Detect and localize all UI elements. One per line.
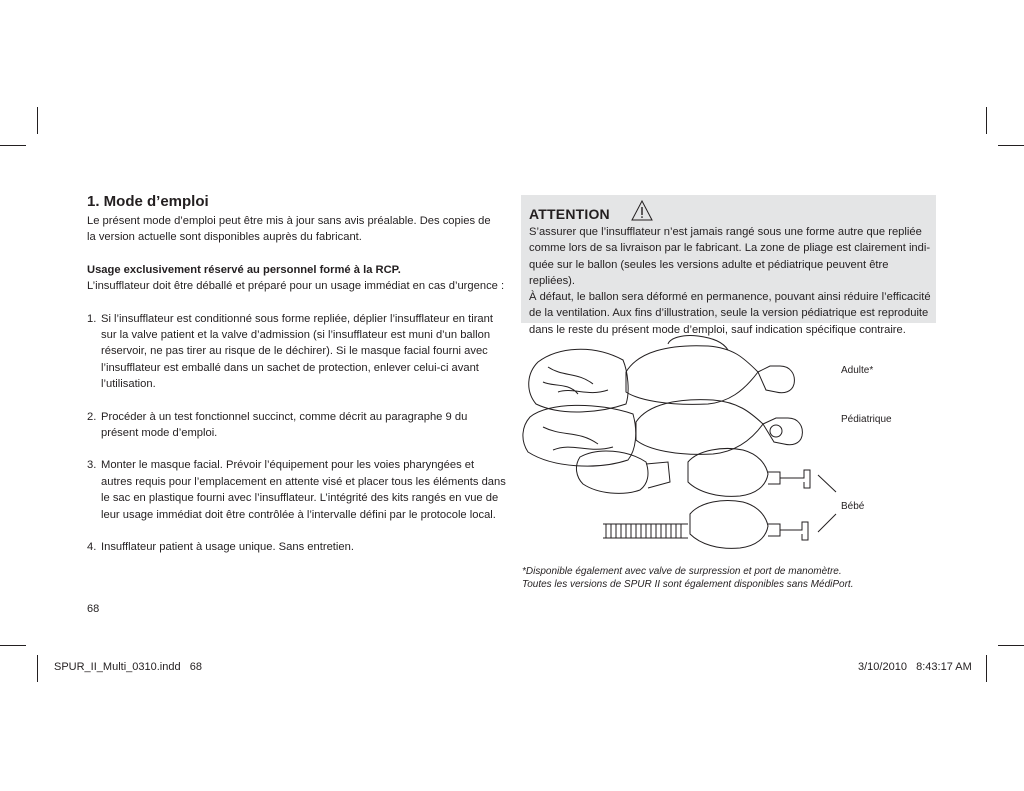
- crop-mark: [0, 145, 26, 146]
- intro-line: la version actuelle sont disponibles auprès du fabricant.: [87, 231, 362, 244]
- step-line: présent mode d’emploi.: [101, 427, 218, 440]
- crop-mark: [37, 655, 38, 682]
- baby-reservoir-bag: [576, 451, 648, 493]
- pediatric-bag: [636, 400, 763, 455]
- attention-title: ATTENTION: [529, 206, 610, 222]
- step-line: leur usage immédiat doit être contrôlée à l’intervalle défini par le protocole local.: [101, 508, 496, 521]
- caption-line: *Disponible également avec valve de surpression et port de manomètre.: [522, 566, 842, 577]
- usage-heading: Usage exclusivement réservé au personnel formé à la RCP.: [87, 263, 401, 276]
- step-number: 3.: [87, 459, 97, 472]
- caption-line: Toutes les versions de SPUR II sont également disponibles sans MédiPort.: [522, 579, 854, 590]
- crop-mark: [986, 107, 987, 134]
- step-line: l’insufflateur est emballé dans un sachet de protection, enlever celui-ci avant: [101, 361, 479, 374]
- step-number: 4.: [87, 541, 97, 554]
- figure-caption: [522, 565, 853, 591]
- attention-line: de la ventilation. Aux fins d’illustration, seule la version pédiatrique est reproduite: [529, 307, 929, 320]
- crop-mark: [998, 145, 1024, 146]
- step-line: autres requis pour l’emplacement en attente visé et placer tous les éléments dans: [101, 475, 506, 488]
- section-heading: 1. Mode d’emploi: [87, 193, 209, 210]
- step-line: réservoir, ne pas tirer au risque de le déchirer). Si le masque facial fourni avec: [101, 345, 488, 358]
- slug-filename: SPUR_II_Multi_0310.indd 68: [54, 661, 202, 673]
- crop-mark: [998, 645, 1024, 646]
- attention-line: dans le reste du présent mode d’emploi, sauf indication spécifique contraire.: [529, 323, 906, 336]
- attention-text: [529, 224, 933, 338]
- page-number: 68: [87, 603, 100, 615]
- intro-line: Le présent mode d’emploi peut être mis à jour sans avis préalable. Des copies de: [87, 215, 491, 227]
- step-line: Insufflateur patient à usage unique. Sans entretien.: [101, 541, 354, 554]
- step-line: Si l’insufflateur est conditionné sous forme repliée, déplier l’insufflateur en tirant: [101, 312, 493, 325]
- label-baby: Bébé: [841, 501, 865, 512]
- crop-mark: [986, 655, 987, 682]
- step-line: Procéder à un test fonctionnel succinct, comme décrit au paragraphe 9 du: [101, 410, 468, 423]
- label-pointer: [818, 514, 836, 532]
- step-line: l’utilisation.: [101, 378, 156, 391]
- steps-list: [87, 311, 507, 556]
- attention-line: comme lors de sa livraison par le fabricant. La zone de pliage est clairement indi-: [529, 242, 931, 255]
- list-item: [87, 457, 507, 523]
- step-number: 1.: [87, 312, 97, 325]
- label-adult: Adulte*: [841, 365, 874, 376]
- step-line: Monter le masque facial. Prévoir l’équipement pour les voies pharyngées et: [101, 459, 475, 472]
- bottom-bag: [690, 501, 768, 549]
- crop-mark: [0, 645, 26, 646]
- attention-box: [521, 195, 936, 336]
- warning-triangle-icon: [631, 200, 653, 221]
- crop-mark: [37, 107, 38, 134]
- adult-reservoir-bag: [529, 349, 628, 412]
- label-pointer: [818, 475, 836, 492]
- resuscitator-illustration: [518, 332, 838, 560]
- list-item: [87, 311, 507, 393]
- instructions-column: [87, 193, 507, 572]
- attention-line: quée sur le ballon (seules les versions adulte et pédiatrique peuvent être repliées).: [529, 258, 889, 287]
- label-pediatric: Pédiatrique: [841, 414, 892, 425]
- attention-line: S’assurer que l’insufflateur n’est jamais rangé sous une forme autre que repliée: [529, 226, 922, 238]
- list-item: [87, 539, 507, 555]
- baby-bag: [688, 449, 768, 497]
- slug-timestamp: 3/10/2010 8:43:17 AM: [858, 661, 972, 673]
- adult-bag: [626, 346, 758, 405]
- attention-line: À défaut, le ballon sera déformé en permanence, pouvant ainsi réduire l’efficacité: [529, 291, 931, 304]
- step-number: 2.: [87, 410, 97, 423]
- list-item: [87, 409, 507, 442]
- step-line: sur la valve patient et la valve d’admission (si l’insufflateur est muni d’un ballon: [101, 329, 491, 342]
- step-line: le sac en plastique fourni avec l’insufflateur. L’intégrité des kits rangés en vue de: [101, 492, 499, 505]
- usage-text: L’insufflateur doit être déballé et préparé pour un usage immédiat en cas d’urgence :: [87, 280, 505, 293]
